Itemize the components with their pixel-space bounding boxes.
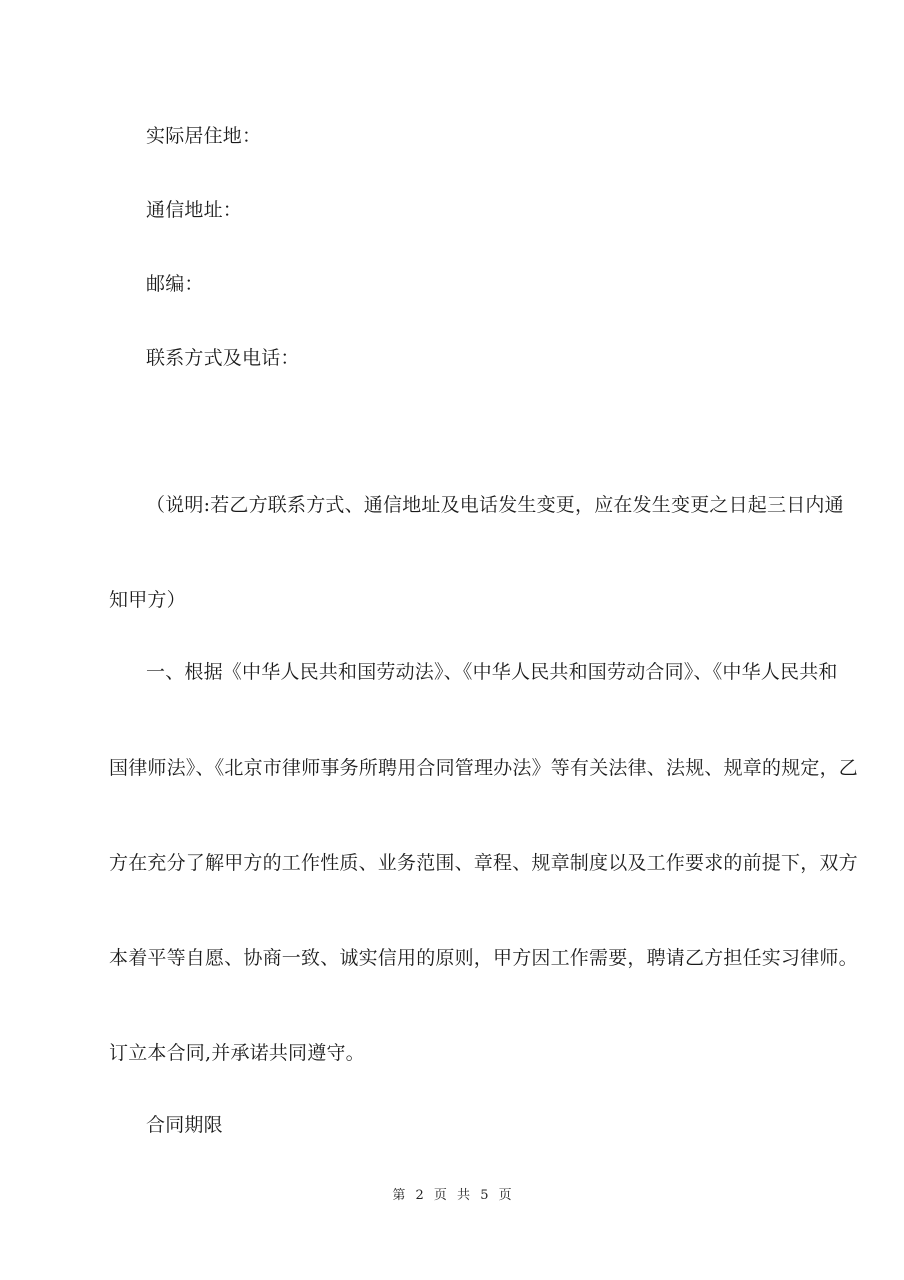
clause1-line-5: 订立本合同,并承诺共同遵守。 — [109, 1042, 365, 1064]
clause1-line-3: 方在充分了解甲方的工作性质、业务范围、章程、规章制度以及工作要求的前提下，双方 — [109, 852, 858, 874]
clause1-line-2: 国律师法》、《北京市律师事务所聘用合同管理办法》等有关法律、法规、规章的规定，乙 — [109, 757, 859, 779]
field-mailing-address: 通信地址： — [146, 199, 243, 221]
field-contact: 联系方式及电话： — [146, 347, 300, 369]
clause1-line-1: 一、根据《中华人民共和国劳动法》、《中华人民共和国劳动合同》、《中华人民共和 — [146, 661, 838, 683]
section-heading-contract-term: 合同期限 — [146, 1114, 223, 1136]
page-indicator: 第 2 页 共 5 页 — [392, 1188, 512, 1203]
note-line-2: 知甲方） — [109, 589, 186, 611]
field-residence: 实际居住地： — [146, 125, 262, 147]
note-line-1: （说明:若乙方联系方式、通信地址及电话发生变更，应在发生变更之日起三日内通 — [146, 494, 844, 516]
field-postcode: 邮编： — [146, 273, 204, 295]
clause1-line-4: 本着平等自愿、协商一致、诚实信用的原则，甲方因工作需要，聘请乙方担任实习律师。 — [109, 947, 858, 969]
